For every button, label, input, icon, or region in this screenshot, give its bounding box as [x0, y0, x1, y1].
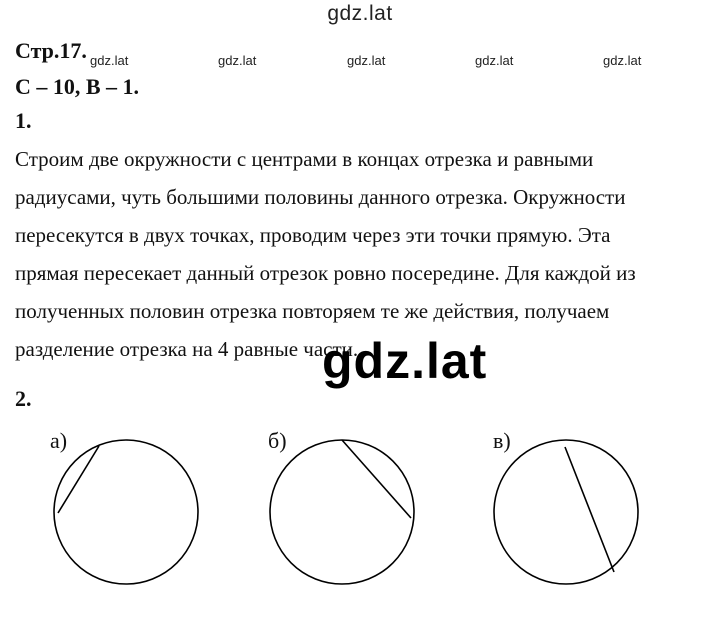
- watermark-large: gdz.lat: [322, 333, 488, 389]
- page-reference: Стр.17.: [15, 38, 87, 63]
- watermark-small: gdz.lat: [90, 53, 129, 68]
- text-line: пересекутся в двух точках, проводим через эти точки прямую. Эта: [15, 223, 611, 247]
- figure-v-label: в): [493, 428, 511, 453]
- chord-v: [565, 447, 614, 572]
- chord-a: [58, 446, 99, 513]
- text-line: полученных половин отрезка повторяем те же действия, получаем: [15, 299, 610, 323]
- watermark-small: gdz.lat: [603, 53, 642, 68]
- watermark-small: gdz.lat: [218, 53, 257, 68]
- text-line: прямая пересекает данный отрезок ровно посередине. Для каждой из: [15, 261, 636, 285]
- figure-b-label: б): [268, 428, 287, 453]
- task-2-number: 2.: [15, 386, 32, 411]
- text-line: разделение отрезка на 4 равные части.: [15, 337, 359, 361]
- figure-a-label: а): [50, 428, 68, 453]
- task-1-number: 1.: [15, 108, 32, 133]
- watermark-small: gdz.lat: [347, 53, 386, 68]
- text-line: Строим две окружности с центрами в концах отрезка и равными: [15, 147, 594, 171]
- watermark-top: gdz.lat: [327, 2, 393, 25]
- chord-b: [342, 440, 411, 518]
- variant-heading: С – 10, В – 1.: [15, 74, 140, 99]
- text-line: радиусами, чуть большими половины данного отрезка. Окружности: [15, 185, 626, 209]
- circle-v: [494, 440, 638, 584]
- watermark-small: gdz.lat: [475, 53, 514, 68]
- circle-b: [270, 440, 414, 584]
- circle-a: [54, 440, 198, 584]
